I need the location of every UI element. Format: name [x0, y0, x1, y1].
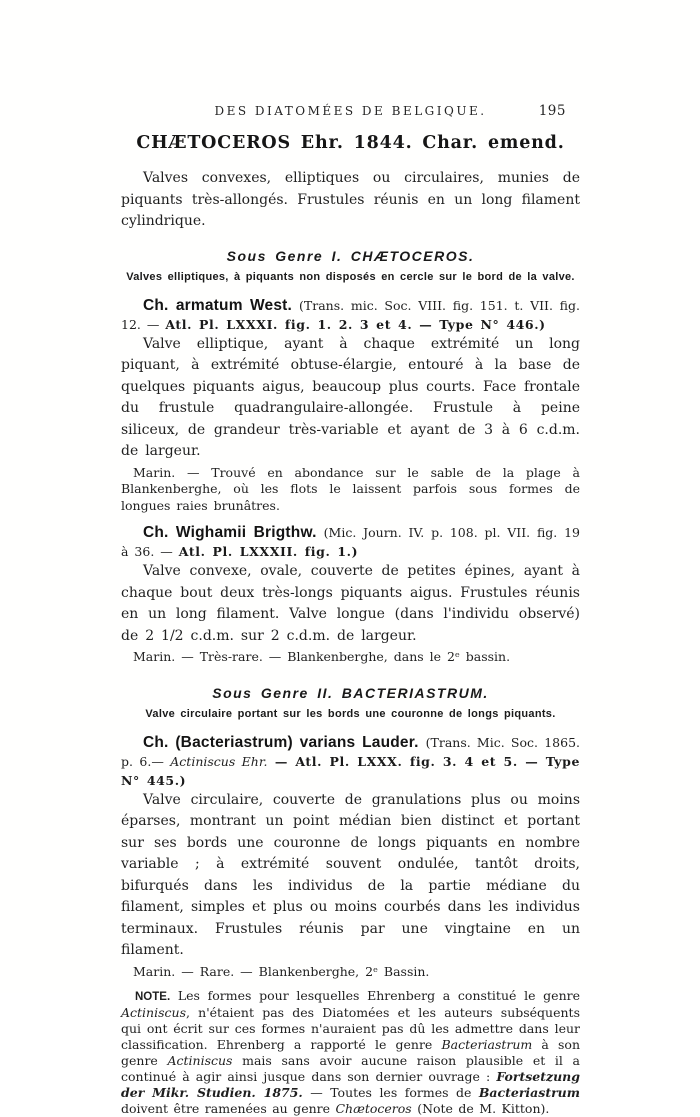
habitat-note-armatum: Marin. — Trouvé en abondance sur le sable de la plage à Blankenberghe, où les flots le laissent parfois sous formes de longues raies brunâtres.: [121, 464, 580, 513]
species-name-wighamii: Ch. Wighamii Brigthw.: [143, 524, 317, 541]
species-description-armatum: Valve elliptique, ayant à chaque extrémité un long piquant, à extrémité obtuse-élargie, entouré à la base de quelques piquants aigus, beaucoup plus courts. Face frontale du frustule quadrangulaire-allongée. Frustule à peine siliceux, de grandeur très-variable et ayant de 3 à 6 c.d.m. de largeur.: [121, 335, 580, 459]
genus-description: Valves convexes, elliptiques ou circulaires, munies de piquants très-allongés. Frustules réunis en un long filament cylindrique.: [121, 170, 580, 229]
page-number: 195: [538, 103, 566, 119]
species-heading-wighamii: [121, 523, 580, 561]
species-name-armatum: Ch. armatum West.: [143, 296, 293, 314]
species-description-wighamii: Valve convexe, ovale, couverte de petites épines, ayant à chaque bout deux très-longs piquants aigus. Frustules réunis en un long filament. Valve longue (dans l'individu observé) de 2 1/2 c.d.m. sur 2 c.d.m. de largeur.: [121, 563, 580, 644]
species-reference-italic-varians: Actiniscus Ehr.: [170, 753, 268, 769]
habitat-note-wighamii: Marin. — Très-rare. — Blankenberghe, dans le 2ᵉ bassin.: [133, 649, 511, 664]
species-reference-wighamii: (Mic. Journ. IV. p. 108. pl. VII. fig. 19 à 36. —: [121, 525, 581, 559]
species-reference-bold-wighamii: Atl. Pl. LXXXII. fig. 1.): [178, 544, 359, 559]
subgenus-1-heading: Sous Genre I. CHÆTOCEROS.: [226, 247, 475, 264]
genus-title: CHÆTOCEROS Ehr. 1844. Char. emend.: [136, 133, 565, 153]
species-reference-varians: (Trans. Mic. Soc. 1865. p. 6.—: [121, 734, 580, 769]
running-header: [121, 104, 580, 118]
species-reference-bold-varians: — Atl. Pl. LXXX. fig. 3. 4 et 5. — Type N° 445.): [121, 753, 580, 788]
species-reference-bold-armatum: Atl. Pl. LXXXI. fig. 1. 2. 3 et 4. — Type N° 446.): [165, 316, 546, 332]
subgenus-2-description: Valve circulaire portant sur les bords une couronne de longs piquants.: [145, 707, 556, 720]
subgenus-1-description: Valves elliptiques, à piquants non disposés en cercle sur le bord de la valve.: [126, 270, 575, 283]
species-heading-armatum: [121, 296, 580, 334]
note-paragraph: NOTE. Les formes pour lesquelles Ehrenberg a constitué le genre Actiniscus, n'étaient pas des Diatomées et les auteurs subséquents qui ont écrit sur ces formes n'auraient pas dû les admettre dans leur classification. Ehrenberg a rapporté le genre Bacteriastrum à son genre Actiniscus mais sans avoir aucune raison plausible et il a continué à agir ainsi jusque dans son dernier ouvrage : Fortsetzung der Mikr. Studien. 1875. — Toutes les formes de Bacteriastrum doivent être ramenées au genre Chætoceros (Note de M. Kitton).: [121, 988, 580, 1116]
habitat-note-varians: Marin. — Rare. — Blankenberghe, 2ᵉ Bassin.: [133, 963, 430, 979]
running-header-title: DES DIATOMÉES DE BELGIQUE.: [214, 104, 487, 118]
subgenus-2-heading: Sous Genre II. BACTERIASTRUM.: [212, 684, 489, 701]
species-description-varians: Valve circulaire, couverte de granulations plus ou moins éparses, montrant un point médian bien distinct et portant sur ses bords une couronne de longs piquants en nombre variable ; à extrémité souvent ondulée, tantôt droits, bifurqués dans les individus de la partie médiane du filament, simples et plus ou moins courbés dans les individus terminaux. Frustules réunis par une vingtaine en un filament.: [121, 791, 580, 958]
species-reference-armatum: (Trans. mic. Soc. VIII. fig. 151. t. VII. fig. 12. —: [121, 297, 580, 332]
species-name-varians: Ch. (Bacteriastrum) varians Lauder.: [143, 733, 419, 751]
species-heading-varians: [121, 733, 580, 790]
